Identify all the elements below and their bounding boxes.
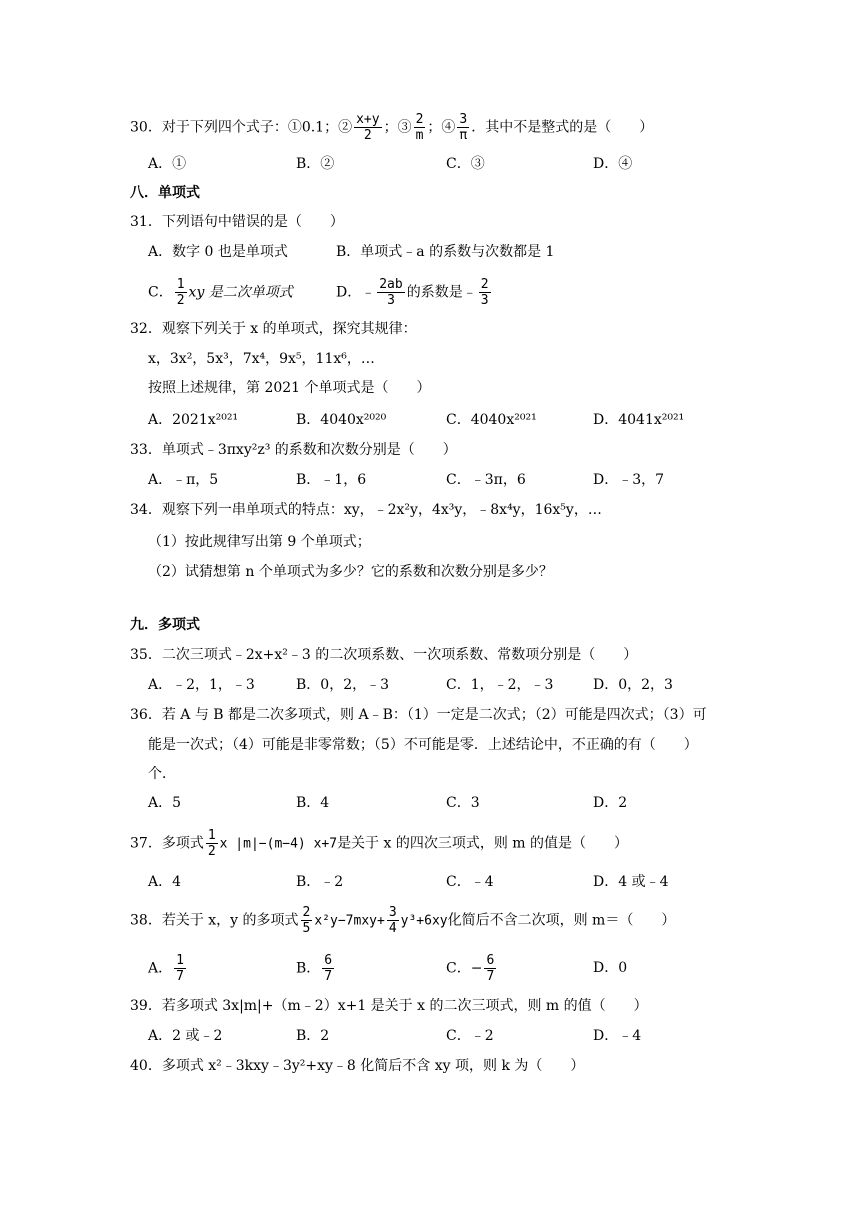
fraction: $\frac{2}{3}$	[480, 277, 489, 308]
q38-option-d: D．0	[593, 960, 628, 976]
q36-option-c: C．3	[446, 795, 480, 811]
q31-option-c: C． $\frac{1}{2}$ xy 是二次单项式	[148, 277, 293, 308]
q30-option-d: D．④	[593, 156, 633, 172]
q30-option-c: C．③	[446, 156, 485, 172]
q30-option-b: B．②	[296, 156, 335, 172]
q37-option-d: D．4 或﹣4	[593, 874, 669, 890]
q32-option-c: C．4040x²⁰²¹	[446, 412, 537, 428]
question-34-stem: 34．观察下列一串单项式的特点：xy，﹣2x²y，4x³y，﹣8x⁴y，16x⁵y，…	[130, 502, 602, 518]
question-38-stem: 38．若关于 x，y 的多项式 $\frac{2}{5}$ x²y−7mxy+ $\frac{3}{4}$ y³+6xy化简后不含二次项，则 m＝（ ）	[130, 905, 676, 936]
q32-option-b: B．4040x²⁰²⁰	[296, 412, 387, 428]
q37-option-c: C．﹣4	[446, 874, 494, 890]
q35-option-b: B．0，2，﹣3	[296, 677, 390, 693]
q39-option-c: C．﹣2	[446, 1028, 494, 1044]
question-40-stem: 40．多项式 x²﹣3kxy﹣3y²+xy﹣8 化简后不含 xy 项，则 k 为（ ）	[130, 1058, 585, 1074]
fraction: $\frac{2}{m}$	[415, 112, 424, 143]
q32-option-d: D．4041x²⁰²¹	[593, 412, 685, 428]
fraction: $\frac{1}{2}$	[176, 277, 185, 308]
q34-part-2: （2）试猜想第 n 个单项式为多少？它的系数和次数分别是多少？	[148, 564, 553, 580]
question-33-stem: 33．单项式﹣3πxy²z³ 的系数和次数分别是（ ）	[130, 442, 457, 458]
q36-option-b: B．4	[296, 795, 330, 811]
q35-option-d: D．0，2，3	[593, 677, 673, 693]
section-heading: 九．多项式	[130, 617, 200, 633]
q39-option-a: A．2 或﹣2	[148, 1028, 223, 1044]
q32-sequence: x，3x²，5x³，7x⁴，9x⁵，11x⁶，…	[148, 351, 375, 367]
question-36-line-3: 个．	[148, 766, 176, 782]
q36-option-a: A．5	[148, 795, 182, 811]
fraction: $\frac{2}{5}$	[302, 905, 311, 936]
q33-option-c: C．﹣3π，6	[446, 472, 526, 488]
fraction: $\frac{3}{4}$	[388, 905, 397, 936]
fraction: $\frac{3}{\pi}$	[459, 112, 468, 143]
q33-option-b: B．﹣1，6	[296, 472, 367, 488]
fraction: $\frac{2ab}{3}$	[379, 277, 403, 308]
q38-option-a: A． $\frac{1}{7}$	[148, 953, 184, 984]
question-35-stem: 35．二次三项式﹣2x+x²﹣3 的二次项系数、一次项系数、常数项分别是（ ）	[130, 647, 638, 663]
fraction: $\frac{1}{2}$	[207, 828, 216, 859]
q33-option-a: A．﹣π，5	[148, 472, 219, 488]
q39-option-d: D．﹣4	[593, 1028, 642, 1044]
question-30-stem: 30．对于下列四个式子：①0.1；② $\frac{x+y}{2}$ ；③ $\frac{2}{m}$ ；④ $\frac{3}{\pi}$ ．其中不是整式的是（ ）	[130, 112, 654, 143]
question-32-stem: 32．观察下列关于 x 的单项式，探究其规律：	[130, 321, 417, 337]
q37-option-b: B．﹣2	[296, 874, 344, 890]
fraction: $\frac{6}{7}$	[486, 953, 495, 984]
q31-option-b: B．单项式﹣a 的系数与次数都是 1	[336, 244, 555, 260]
question-36-line-1: 36．若 A 与 B 都是二次多项式，则 A﹣B：（1）一定是二次式；（2）可能是四次式；（3）可	[130, 707, 707, 723]
section-heading: 八．单项式	[130, 185, 200, 201]
q34-part-1: （1）按此规律写出第 9 个单项式；	[148, 534, 371, 550]
q31-option-a: A．数字 0 也是单项式	[148, 244, 288, 260]
q33-option-d: D．﹣3，7	[593, 472, 665, 488]
q32-option-a: A．2021x²⁰²¹	[148, 412, 239, 428]
question-31-stem: 31．下列语句中错误的是（ ）	[130, 214, 344, 230]
fraction: $\frac{6}{7}$	[324, 953, 333, 984]
q39-option-b: B．2	[296, 1028, 330, 1044]
q36-option-d: D．2	[593, 795, 628, 811]
q37-option-a: A．4	[148, 874, 182, 890]
q31-option-d: D．﹣ $\frac{2ab}{3}$ 的系数是﹣ $\frac{2}{3}$	[336, 277, 489, 308]
q35-option-c: C．1，﹣2，﹣3	[446, 677, 554, 693]
q35-option-a: A．﹣2，1，﹣3	[148, 677, 255, 693]
question-37-stem: 37．多项式 $\frac{1}{2}$ x |m|−(m−4) x+7是关于 x 的四次三项式，则 m 的值是（ ）	[130, 828, 629, 859]
fraction: $\frac{x+y}{2}$	[356, 112, 380, 143]
q32-ask: 按照上述规律，第 2021 个单项式是（ ）	[148, 380, 431, 396]
fraction: $\frac{1}{7}$	[176, 953, 184, 984]
question-36-line-2: 能是一次式；（4）可能是非零常数；（5）不可能是零．上述结论中，不正确的有（ ）	[148, 737, 698, 753]
q30-prefix: 30．对于下列四个式子：①0.1；②	[130, 119, 353, 136]
q38-option-c: C．− $\frac{6}{7}$	[446, 953, 495, 984]
q38-option-b: B． $\frac{6}{7}$	[296, 953, 333, 984]
q30-option-a: A．①	[148, 156, 187, 172]
question-39-stem: 39．若多项式 3x|m|+（m﹣2）x+1 是关于 x 的二次三项式，则 m 的值（ ）	[130, 998, 648, 1014]
